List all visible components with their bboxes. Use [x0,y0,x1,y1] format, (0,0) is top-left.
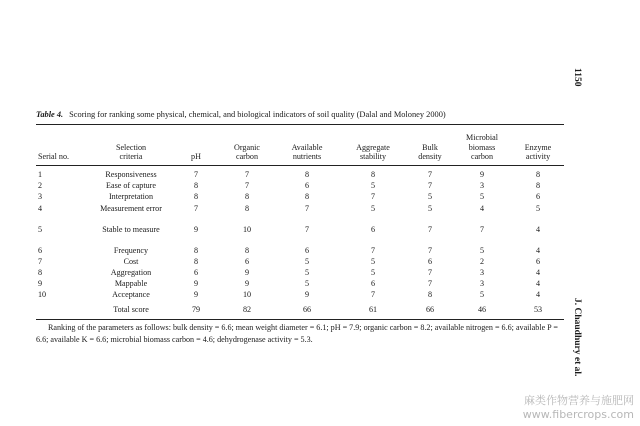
table-row [36,225,564,246]
watermark-line-2: www.fibercrops.com [522,408,634,421]
column-header-line: Organic [234,142,260,152]
table-cell: 46 [477,304,487,314]
table-cell: 8 [535,181,541,191]
table-cell: 7 [38,256,43,266]
table-cell: 6 [193,267,199,277]
table-cell: 7 [370,290,376,300]
table-cell: Ease of capture [106,181,156,191]
column-header-line: Selection [115,142,147,152]
table-caption-label: Table 4. [36,110,64,119]
column-header [408,127,452,165]
table-cell: Interpretation [108,192,154,202]
table-cell: 61 [368,304,378,314]
table-cell: Cost [123,256,139,266]
table-body [36,165,564,316]
table-row [36,181,564,192]
table-footnote: Ranking of the parameters as follows: bulk density = 6.6; mean weight diameter = 6.1; pH = 7.9; organic carbon = 8.2; available nitrogen = 6.6; available P = 6.6; available K = 6.6; microbial biomass carbon = 4.6; dehydrogenase activity = 5.3. [36,323,558,344]
column-header-line: Enzyme [524,142,552,152]
page-number: 1150 [572,68,582,87]
column-header-line: Serial no. [38,151,70,161]
table-cell: 8 [193,256,199,266]
column-header-line: activity [525,151,551,161]
table-cell: 3 [479,279,485,289]
table-cell: 7 [244,181,250,191]
table-cell: 6 [244,256,250,266]
table-cell: 10 [242,224,252,234]
table-cell: 7 [244,170,250,179]
table-cell: 9 [244,279,250,289]
column-header-line: nutrients [292,151,322,161]
column-header-line: Microbial [466,133,498,143]
column-header-line: Available [291,142,323,152]
table-cell: 8 [304,192,310,202]
table-row [36,246,564,257]
table-cell: 8 [304,170,310,179]
table-cell: 9 [479,170,485,179]
table-cell: 8 [193,192,199,202]
table-cell: Total score [113,304,149,314]
table-cell: 9 [244,267,250,277]
table-cell: 4 [535,279,541,289]
table-cell: 5 [479,290,485,300]
table-cell: 10 [242,290,252,300]
column-header [452,127,512,165]
table-cell: 9 [193,279,199,289]
table-cell [36,302,88,316]
table-cell: 5 [370,203,376,213]
table-cell: 7 [370,192,376,202]
table-cell: 3 [479,267,485,277]
watermark [523,394,634,422]
table-top-rule [36,124,564,125]
table-cell: 7 [479,224,485,234]
table-cell: 8 [244,203,250,213]
table-cell: Measurement error [100,203,162,213]
table-cell: 9 [193,224,199,234]
table-row [36,204,564,225]
table-caption-text: Scoring for ranking some physical, chemical, and biological indicators of soil quality (Dalal and Moloney 2000) [69,110,446,119]
table-cell: 9 [193,290,199,300]
table-cell: 7 [304,203,310,213]
table-cell: 5 [370,256,376,266]
column-header-line: carbon [235,151,259,161]
table-cell: 4 [535,224,541,234]
table-cell: 7 [427,224,433,234]
table-cell: 4 [38,203,43,213]
table-cell: 2 [479,256,485,266]
table-cell: 6 [535,192,541,202]
table-cell: Frequency [113,245,149,255]
table-cell: 8 [370,170,376,179]
table-cell: Acceptance [112,290,150,300]
column-header-line: density [418,151,442,161]
table-cell: 7 [193,170,199,179]
table-cell: 6 [304,245,310,255]
column-header-line: criteria [119,151,143,161]
table-cell: 5 [304,279,310,289]
table-cell: 5 [427,203,433,213]
table-cell: 2 [38,181,43,191]
soil-quality-table [36,127,564,316]
column-header-line: pH [191,151,201,161]
table-cell: 7 [427,181,433,191]
table-row [36,192,564,203]
table-cell: 5 [370,267,376,277]
column-header [36,127,88,165]
table-cell: 4 [479,203,485,213]
table-cell: 66 [302,304,312,314]
table-cell: 8 [193,181,199,191]
table-cell: 5 [370,181,376,191]
table-cell: 5 [38,224,43,234]
table-cell: 7 [193,203,199,213]
column-header-line: Aggregate [356,142,390,152]
table-header-row [36,127,564,165]
table-cell: 7 [427,245,433,255]
table-bottom-rule [36,319,564,320]
table-caption [36,110,446,119]
table-cell: 5 [304,267,310,277]
table-cell: 7 [427,170,433,179]
table-cell: 7 [370,245,376,255]
table-cell: 5 [427,192,433,202]
table-cell: 7 [427,279,433,289]
column-header [218,127,276,165]
table-row [36,257,564,268]
column-header [88,127,174,165]
table-row [36,268,564,279]
table-cell: 6 [304,181,310,191]
table-cell: 53 [533,304,543,314]
column-header-line: stability [359,151,387,161]
column-header [512,127,564,165]
table-cell: Responsiveness [105,170,157,179]
table-cell: 8 [244,245,250,255]
table-cell: 10 [38,290,47,300]
table-cell: 6 [370,279,376,289]
table-cell: 66 [425,304,435,314]
column-header [174,127,218,165]
total-row [36,302,564,316]
table-cell: 6 [535,256,541,266]
table-row [36,290,564,301]
table-cell: 6 [370,224,376,234]
table-cell: 8 [193,245,199,255]
watermark-line-1: 麻类作物营养与施肥网 [524,394,634,407]
column-header [338,127,408,165]
table-cell: 5 [479,192,485,202]
table-row [36,279,564,290]
table-cell: Stable to measure [102,224,160,234]
table-cell: 79 [191,304,201,314]
table-cell: Mappable [114,279,148,289]
table-cell: 4 [535,245,541,255]
table-cell: 7 [427,267,433,277]
table-cell: 8 [244,192,250,202]
table-row [36,165,564,181]
table-cell: 3 [38,192,43,202]
table-cell: 8 [38,267,43,277]
table-cell: 8 [427,290,433,300]
table-cell: 9 [38,279,43,289]
table-cell: 82 [242,304,252,314]
running-head: J. Chaudhury et al. [572,298,582,377]
table-cell: 5 [535,203,541,213]
table-cell: 6 [427,256,433,266]
table-cell: 5 [304,256,310,266]
table-cell: 7 [304,224,310,234]
table-cell: 4 [535,290,541,300]
table-cell: 3 [479,181,485,191]
table-cell: 1 [38,170,43,179]
column-header-line: biomass [468,142,496,152]
table-cell: 4 [535,267,541,277]
table-cell: 9 [304,290,310,300]
column-header [276,127,338,165]
table-cell: 6 [38,245,43,255]
column-header-line: Bulk [422,142,438,152]
table-cell: 8 [535,170,541,179]
table-cell: Aggregation [110,267,152,277]
table-cell: 5 [479,245,485,255]
column-header-line: carbon [470,151,494,161]
